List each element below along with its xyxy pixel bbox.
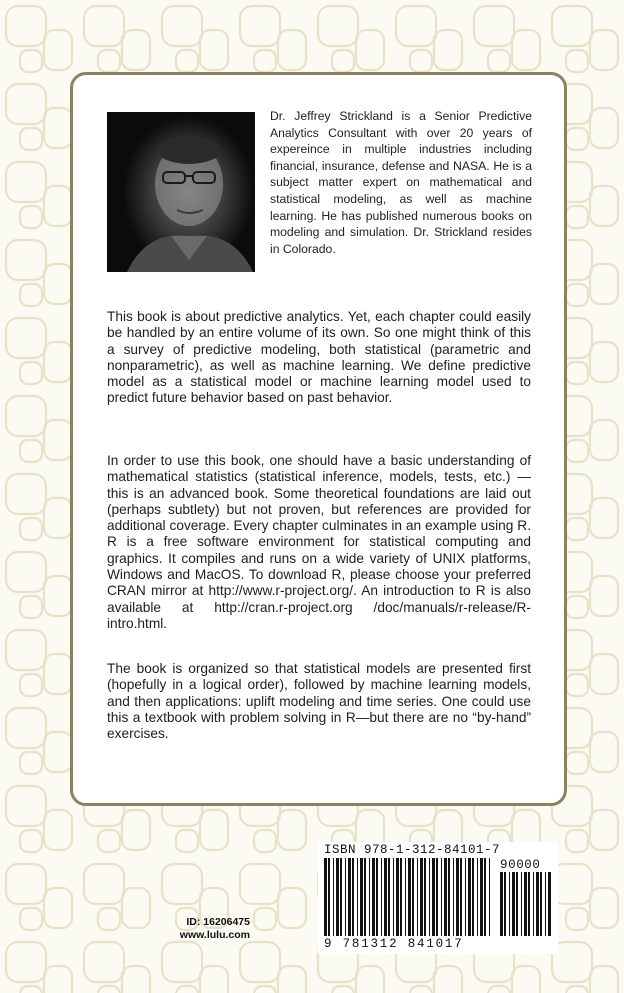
barcode-bar <box>468 858 471 936</box>
barcode-bar <box>460 858 462 936</box>
publisher-id: ID: 16206475 <box>186 916 250 928</box>
barcode-bars <box>322 858 494 936</box>
barcode-bar <box>381 858 382 936</box>
barcode-bar <box>545 872 546 936</box>
barcode-bar <box>388 858 390 936</box>
barcode-bar <box>472 858 474 936</box>
barcode-bar <box>384 858 387 936</box>
publisher-info <box>170 916 250 942</box>
barcode-bar <box>444 858 447 936</box>
barcode-bar <box>408 858 411 936</box>
description-paragraph-3: The book is organized so that statistical models are presented first (hopefully in a logical order), followed by machine learning models, and then applications: uplift modeling and time series. One could use this a textbook with problem solving in R—but there are no “by-hand” exercises. <box>107 661 531 742</box>
barcode-bar <box>521 872 522 936</box>
barcode-bar <box>484 858 486 936</box>
barcode-bar <box>357 858 358 936</box>
barcode-bar <box>400 858 402 936</box>
barcode-digits: 9 781312 841017 <box>324 937 464 951</box>
description-paragraph-1: This book is about predictive analytics. Yet, each chapter could easily be handled by an entire volume of its own. So one might think of this a survey of predictive modeling, both statistical (parametric and nonparametric), as well as machine learning. We define predictive model as a statistical model or machine learning model used to predict future behavior based on past behavior. <box>107 309 531 406</box>
barcode-bar <box>516 872 518 936</box>
barcode-bar <box>393 858 394 936</box>
barcode-addon-bars <box>498 872 552 936</box>
barcode-bar <box>480 858 483 936</box>
barcode-bar <box>509 872 510 936</box>
barcode-bar <box>456 858 459 936</box>
barcode-bar <box>504 872 506 936</box>
barcode-bar <box>536 872 539 936</box>
barcode-bar <box>324 858 327 936</box>
barcode-bar <box>477 858 478 936</box>
barcode-bar <box>348 858 351 936</box>
isbn-label: ISBN 978-1-312-84101-7 <box>324 843 501 857</box>
barcode-bar <box>448 858 450 936</box>
barcode-bar <box>405 858 406 936</box>
barcode-bar <box>540 872 542 936</box>
barcode-bar <box>420 858 423 936</box>
barcode-bar <box>412 858 414 936</box>
barcode-bar <box>364 858 366 936</box>
barcode-bar <box>489 858 490 936</box>
barcode-bar <box>432 858 435 936</box>
author-photo <box>107 112 255 272</box>
barcode-bar <box>453 858 454 936</box>
barcode-bar <box>352 858 354 936</box>
barcode-bar <box>465 858 466 936</box>
barcode-bar <box>548 872 551 936</box>
barcode-bar <box>528 872 530 936</box>
barcode-bar <box>372 858 375 936</box>
barcode-bar <box>436 858 438 936</box>
barcode-bar <box>429 858 430 936</box>
isbn-barcode <box>318 842 558 954</box>
barcode-bar <box>524 872 527 936</box>
barcode-bar <box>441 858 442 936</box>
publisher-url: www.lulu.com <box>179 929 250 941</box>
barcode-bar <box>376 858 378 936</box>
barcode-bar <box>345 858 346 936</box>
barcode-bar <box>417 858 418 936</box>
barcode-bar <box>328 858 330 936</box>
price-code: 90000 <box>500 858 541 872</box>
description-paragraph-2: In order to use this book, one should have a basic understanding of mathematical statistics (statistical inference, models, tests, etc.) — this is an advanced book. Some theoretical foundations are laid out (perhaps subtlety) but not proven, but references are provided for additional coverage. Every chapter culminates in an example using R. R is a free software environment for statistical computing and graphics. It compiles and runs on a wide variety of UNIX platforms, Windows and MacOS. To download R, please choose your preferred CRAN mirror at http://www.r-project.org/. An introduction to R is also available at http://cran.r-project.org /doc/manuals/r-release/R-intro.html. <box>107 453 531 631</box>
barcode-bar <box>533 872 534 936</box>
barcode-bar <box>512 872 515 936</box>
barcode-bar <box>369 858 370 936</box>
barcode-bar <box>333 858 334 936</box>
barcode-bar <box>336 858 339 936</box>
barcode-bar <box>424 858 426 936</box>
barcode-bar <box>360 858 363 936</box>
barcode-bar <box>340 858 342 936</box>
author-bio: Dr. Jeffrey Strickland is a Senior Predictive Analytics Consultant with over 20 years of expereince in multiple industries including financial, insurance, defense and NASA. He is a subject matter expert on mathematical and statistical modeling, as well as machine learning. He has published numerous books on modeling and simulation. Dr. Strickland resides in Colorado. <box>270 109 532 256</box>
barcode-bar <box>396 858 399 936</box>
barcode-bar <box>500 872 503 936</box>
